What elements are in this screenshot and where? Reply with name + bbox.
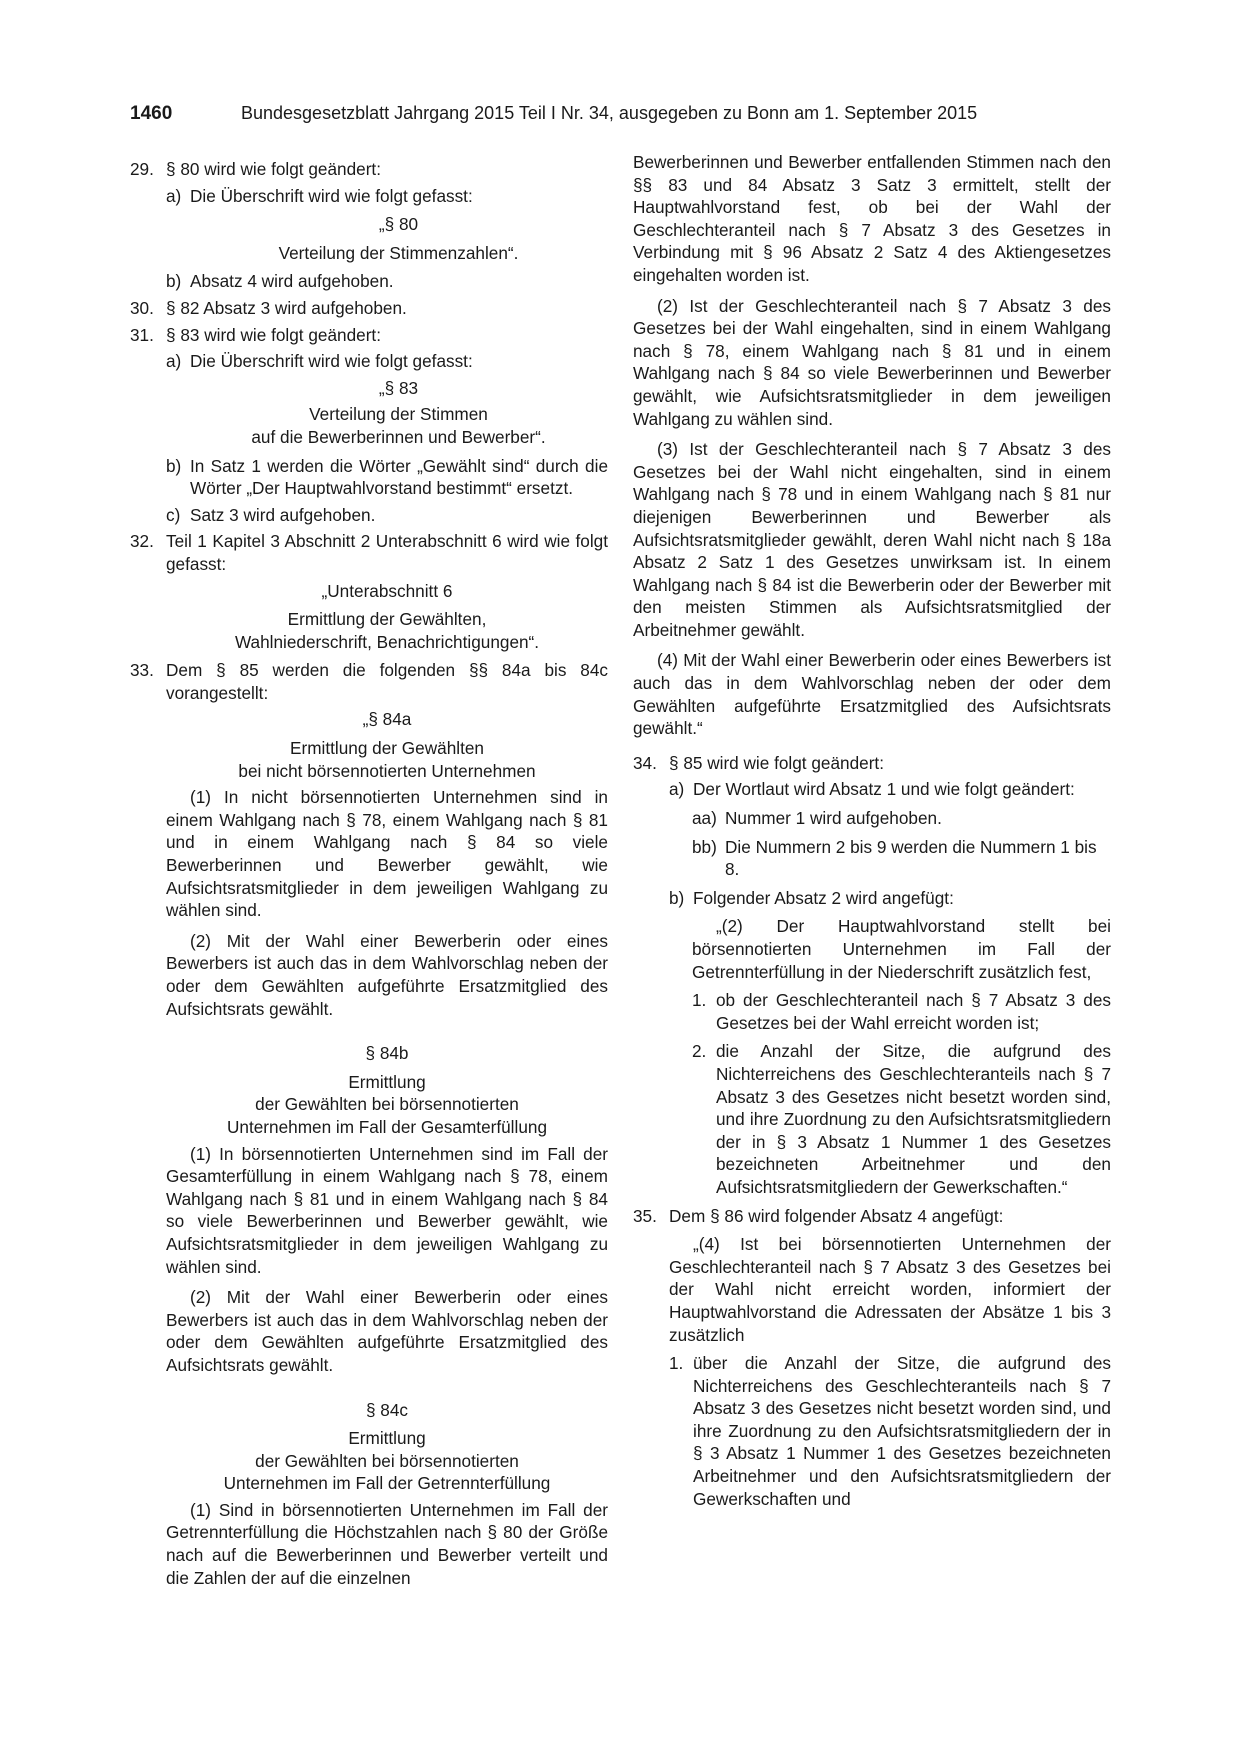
sub-sub-item-aa: [633, 807, 1111, 830]
paragraph: (4) Mit der Wahl einer Bewerberin oder eines Bewerbers ist auch das in dem Wahlvorschlag neben der oder dem Gewählten aufgeführte Ersatzmitglied des Aufsichtsrats gewählt.“: [633, 650, 1111, 739]
section-heading: bei nicht börsennotierten Unternehmen: [238, 760, 536, 781]
item-text: § 85 wird wie folgt geändert:: [669, 752, 884, 773]
section-heading: Unternehmen im Fall der Gesamterfüllung: [226, 1116, 548, 1137]
sub-item-text: Folgender Absatz 2 wird angefügt:: [693, 887, 954, 908]
sub-item-label: bb): [692, 836, 717, 857]
sub-item-text: In Satz 1 werden die Wörter „Gewählt sind“ durch die Wörter „Der Hauptwahlvorstand bestimmt“ ersetzt.: [190, 455, 608, 499]
sub-item-a: [633, 778, 1111, 801]
sub-item-label: b): [166, 455, 182, 476]
quoted-paragraph: „(4) Ist bei börsennotierten Unternehmen der Geschlechteranteil nach § 7 Absatz 3 des Gesetzes bei der Wahl nicht erreicht worden, informiert der Hauptwahlvorstand die Adressaten der Absätze 1 bis 3 zusätzlich: [669, 1234, 1111, 1345]
quoted-heading: „§ 80: [378, 214, 419, 235]
item-number: 30.: [130, 297, 154, 318]
paragraph: (1) In börsennotierten Unternehmen sind im Fall der Gesamterfüllung in einem Wahlgang nach § 78, einem Wahlgang nach § 81 und in einem Wahlgang nach § 84 so viele Bewerberinnen und Bewerber gewählt, wie Aufsichtsratsmitglieder in dem jeweiligen Wahlgang zu wählen sind.: [166, 1143, 608, 1277]
sub-item-text: Die Überschrift wird wie folgt gefasst:: [190, 351, 473, 372]
item-number: 34.: [633, 752, 657, 773]
section-heading: § 84c: [365, 1399, 409, 1420]
sub-item-text: Die Überschrift wird wie folgt gefasst:: [190, 185, 473, 206]
point-text: die Anzahl der Sitze, die aufgrund des Nichterreichens des Geschlechteranteils nach § 7 Absatz 3 des Gesetzes nicht besetzt worden sind, und ihre Zuordnung zu den Aufsichtsratsmitgliedern der in § 3 Absatz 1 Nummer 1 des Gesetzes bezeichneten Arbeitnehmer und den Aufsichtsratsmitgliedern der Gewerkschaften.“: [716, 1041, 1111, 1197]
section-heading: der Gewählten bei börsennotierten: [255, 1450, 519, 1471]
paragraph: (1) Sind in börsennotierten Unternehmen im Fall der Getrennterfüllung die Höchstzahlen nach § 80 der Größe nach auf die Bewerberinnen und Bewerber verteilt und die Zahlen der auf die einzelnen: [166, 1499, 608, 1588]
section-heading: Ermittlung der Gewählten: [290, 738, 484, 759]
item-number: 33.: [130, 660, 154, 681]
quoted-heading: „§ 83: [378, 377, 419, 398]
quoted-heading: „Unterabschnitt 6: [321, 580, 453, 601]
list-item-30: [130, 297, 608, 320]
sub-item-b: [633, 887, 1111, 910]
sub-item-c: [130, 504, 608, 527]
item-text: Dem § 85 werden die folgenden §§ 84a bis 84c vorangestellt:: [166, 660, 608, 703]
sub-item-label: c): [166, 504, 181, 525]
numbered-point: [633, 1352, 1111, 1510]
sub-item-label: b): [166, 271, 182, 292]
point-label: 1.: [669, 1353, 684, 1374]
sub-item-b: [130, 455, 608, 500]
paragraph: (2) Mit der Wahl einer Bewerberin oder eines Bewerbers ist auch das in dem Wahlvorschlag neben der oder dem Gewählten aufgeführte Ersatzmitglied des Aufsichtsrats gewählt.: [166, 930, 608, 1019]
section-heading: Ermittlung: [348, 1071, 426, 1092]
list-item-31: [130, 324, 608, 347]
right-column: [633, 151, 1111, 1510]
list-item-29: [130, 158, 608, 181]
paragraph: (3) Ist der Geschlechteranteil nach § 7 Absatz 3 des Gesetzes bei der Wahl nicht eingehalten, sind in einem Wahlgang nach § 78 und in einem Wahlgang nach § 81 nur diejenigen Bewerberinnen und Bewerber als Aufsichtsratsmitglieder gewählt, deren Wahl nicht nach § 18a Absatz 2 Satz 1 des Gesetzes unwirksam ist. In einem Wahlgang nach § 84 ist die Bewerberin oder der Bewerber mit den meisten Stimmen als Aufsichtsratsmitglied der Arbeitnehmer gewählt.: [633, 439, 1111, 640]
numbered-point: [633, 989, 1111, 1034]
item-number: 29.: [130, 159, 154, 179]
sub-item-label: b): [669, 887, 685, 908]
sub-item-label: aa): [692, 808, 717, 829]
quoted-heading: auf die Bewerberinnen und Bewerber“.: [251, 426, 546, 447]
sub-item-a: [130, 185, 608, 208]
list-item-32: [130, 530, 608, 575]
item-text: Dem § 86 wird folgender Absatz 4 angefügt:: [669, 1205, 1004, 1226]
sub-item-a: [130, 350, 608, 373]
sub-item-label: a): [166, 185, 182, 206]
page-number: 1460: [130, 103, 173, 124]
section-heading: Unternehmen im Fall der Getrennterfüllung: [223, 1473, 551, 1494]
quoted-heading: Verteilung der Stimmen: [309, 404, 488, 425]
quoted-paragraph: „(2) Der Hauptwahlvorstand stellt bei börsennotierten Unternehmen im Fall der Getrennterfüllung in der Niederschrift zusätzlich fest,: [692, 916, 1111, 982]
section-heading: § 84b: [365, 1043, 409, 1064]
quoted-heading: Verteilung der Stimmenzahlen“.: [278, 242, 519, 263]
item-number: 31.: [130, 324, 154, 345]
item-text: § 80 wird wie folgt geändert:: [166, 159, 381, 179]
paragraph-continued: Bewerberinnen und Bewerber entfallenden Stimmen nach den §§ 83 und 84 Absatz 3 Satz 3 ermittelt, stellt der Hauptwahlvorstand fest, ob bei der Wahl der Geschlechteranteil nach § 7 Absatz 3 des Gesetzes in Verbindung mit § 96 Absatz 2 Satz 4 des Aktiengesetzes eingehalten worden ist.: [633, 152, 1111, 285]
item-text: § 82 Absatz 3 wird aufgehoben.: [166, 297, 407, 318]
numbered-point: [633, 1040, 1111, 1198]
sub-sub-item-bb: [633, 836, 1111, 881]
sub-item-text: Absatz 4 wird aufgehoben.: [190, 271, 394, 292]
list-item-35: [633, 1205, 1111, 1228]
sub-item-b: [130, 270, 608, 293]
item-number: 32.: [130, 531, 154, 552]
item-text: § 83 wird wie folgt geändert:: [166, 324, 381, 345]
item-text: Teil 1 Kapitel 3 Abschnitt 2 Unterabschnitt 6 wird wie folgt gefasst:: [166, 531, 608, 574]
point-text: ob der Geschlechteranteil nach § 7 Absatz 3 des Gesetzes bei der Wahl erreicht worden ist;: [716, 990, 1111, 1033]
sub-item-label: a): [669, 779, 685, 800]
section-heading: „§ 84a: [362, 709, 412, 730]
item-number: 35.: [633, 1205, 657, 1226]
quoted-heading: Ermittlung der Gewählten,: [287, 609, 487, 630]
left-column: [130, 158, 608, 1589]
point-label: 2.: [692, 1041, 707, 1062]
list-item-34: [633, 752, 1111, 775]
paragraph: (1) In nicht börsennotierten Unternehmen sind in einem Wahlgang nach § 78, einem Wahlgang nach § 81 und in einem Wahlgang nach § 84 so viele Bewerberinnen und Bewerber gewählt, wie Aufsichtsratsmitglieder in dem jeweiligen Wahlgang zu wählen sind.: [166, 787, 608, 921]
sub-item-label: a): [166, 351, 182, 372]
list-item-33: [130, 659, 608, 704]
point-text: über die Anzahl der Sitze, die aufgrund des Nichterreichens des Geschlechteranteils nach § 7 Absatz 3 des Gesetzes nicht besetzt worden sind, und ihre Zuordnung zu den Aufsichtsratsmitgliedern der in § 3 Absatz 1 Nummer 1 des Gesetzes bezeichneten Arbeitnehmer und den Aufsichtsratsmitgliedern der Gewerkschaften und: [693, 1353, 1111, 1509]
gazette-title: Bundesgesetzblatt Jahrgang 2015 Teil I Nr. 34, ausgegeben zu Bonn am 1. September 2015: [241, 103, 978, 123]
sub-item-text: Satz 3 wird aufgehoben.: [190, 504, 376, 525]
point-label: 1.: [692, 990, 707, 1011]
sub-item-text: Die Nummern 2 bis 9 werden die Nummern 1 bis 8.: [725, 836, 1097, 880]
sub-item-text: Nummer 1 wird aufgehoben.: [725, 808, 942, 829]
section-heading: der Gewählten bei börsennotierten: [255, 1094, 519, 1115]
paragraph: (2) Mit der Wahl einer Bewerberin oder eines Bewerbers ist auch das in dem Wahlvorschlag neben der oder dem Gewählten aufgeführte Ersatzmitglied des Aufsichtsrats gewählt.: [166, 1287, 608, 1375]
paragraph: (2) Ist der Geschlechteranteil nach § 7 Absatz 3 des Gesetzes bei der Wahl eingehalten, sind in einem Wahlgang nach § 78, einem Wahlgang nach § 81 und in einem Wahlgang nach § 84 so viele Bewerberinnen und Bewerber gewählt, wie Aufsichtsratsmitglieder in dem jeweiligen Wahlgang zu wählen sind.: [633, 295, 1111, 429]
section-heading: Ermittlung: [348, 1428, 426, 1449]
page-header: [130, 101, 1110, 126]
quoted-heading: Wahlniederschrift, Benachrichtigungen“.: [234, 631, 540, 652]
sub-item-text: Der Wortlaut wird Absatz 1 und wie folgt geändert:: [693, 779, 1075, 800]
